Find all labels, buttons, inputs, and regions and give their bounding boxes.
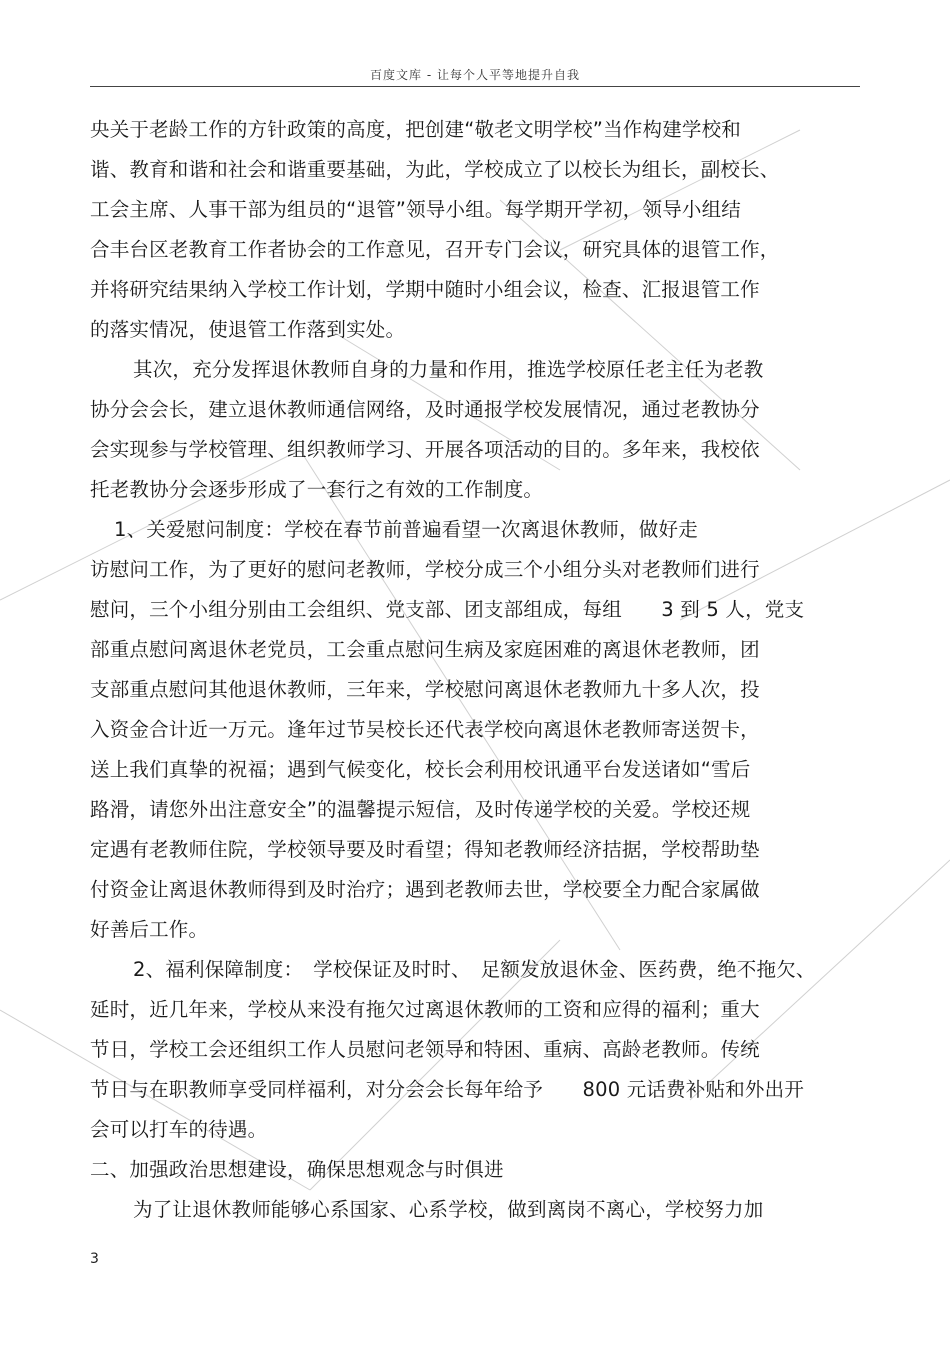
page-header: 百度文库 - 让每个人平等地提升自我	[370, 68, 580, 82]
text-line: 入资金合计近一万元。逢年过节吴校长还代表学校向离退休老教师寄送贺卡，	[90, 718, 760, 741]
text-line: 合丰台区老教育工作者协会的工作意见，召开专门会议，研究具体的退管工作，	[90, 238, 780, 261]
text-line: 其次，充分发挥退休教师自身的力量和作用，推选学校原任老主任为老教	[133, 358, 764, 381]
text-line: 支部重点慰问其他退休教师，三年来，学校慰问离退休老教师九十多人次，投	[90, 678, 760, 701]
text-line: 慰问，三个小组分别由工会组织、党支部、团支部组成，每组 3 到 5 人，党支	[90, 598, 805, 621]
text-line: 1、关爱慰问制度：学校在春节前普遍看望一次离退休教师，做好走	[114, 518, 698, 541]
text-line: 为了让退休教师能够心系国家、心系学校，做到离岗不离心，学校努力加	[133, 1198, 764, 1221]
text-line: 付资金让离退休教师得到及时治疗；遇到老教师去世，学校要全力配合家属做	[90, 878, 760, 901]
page-number: 3	[90, 1251, 99, 1267]
text-line: 访慰问工作，为了更好的慰问老教师，学校分成三个小组分头对老教师们进行	[90, 558, 760, 581]
text-line: 延时，近几年来，学校从来没有拖欠过离退休教师的工资和应得的福利；重大	[90, 998, 760, 1021]
text-line: 会可以打车的待遇。	[90, 1118, 268, 1141]
section-heading: 二、加强政治思想建设，确保思想观念与时俱进	[90, 1158, 504, 1181]
text-line: 工会主席、人事干部为组员的“退管”领导小组。每学期开学初，领导小组结	[90, 198, 742, 221]
text-line: 路滑，请您外出注意安全”的温馨提示短信，及时传递学校的关爱。学校还规	[90, 798, 751, 821]
text-line: 送上我们真挚的祝福；遇到气候变化，校长会利用校讯通平台发送诸如“雪后	[90, 758, 751, 781]
text-line: 好善后工作。	[90, 918, 209, 941]
text-line: 托老教协分会逐步形成了一套行之有效的工作制度。	[90, 478, 544, 501]
text-line: 定遇有老教师住院，学校领导要及时看望；得知老教师经济拮据，学校帮助垫	[90, 838, 760, 861]
text-line: 会实现参与学校管理、组织教师学习、开展各项活动的目的。多年来，我校依	[90, 438, 760, 461]
text-line: 部重点慰问离退休老党员，工会重点慰问生病及家庭困难的离退休老教师，团	[90, 638, 760, 661]
text-line: 2、福利保障制度： 学校保证及时时、 足额发放退休金、医药费，绝不拖欠、	[133, 958, 816, 981]
text-line: 并将研究结果纳入学校工作计划，学期中随时小组会议，检查、汇报退管工作	[90, 278, 760, 301]
text-line: 协分会会长，建立退休教师通信网络，及时通报学校发展情况，通过老教协分	[90, 398, 760, 421]
text-line: 的落实情况，使退管工作落到实处。	[90, 318, 406, 341]
header-divider	[90, 86, 860, 87]
text-line: 节日，学校工会还组织工作人员慰问老领导和特困、重病、高龄老教师。传统	[90, 1038, 760, 1061]
text-line: 谐、教育和谐和社会和谐重要基础，为此，学校成立了以校长为组长，副校长、	[90, 158, 780, 181]
text-line: 节日与在职教师享受同样福利，对分会会长每年给予 800 元话费补贴和外出开	[90, 1078, 805, 1101]
text-line: 央关于老龄工作的方针政策的高度，把创建“敬老文明学校”当作构建学校和	[90, 118, 742, 141]
